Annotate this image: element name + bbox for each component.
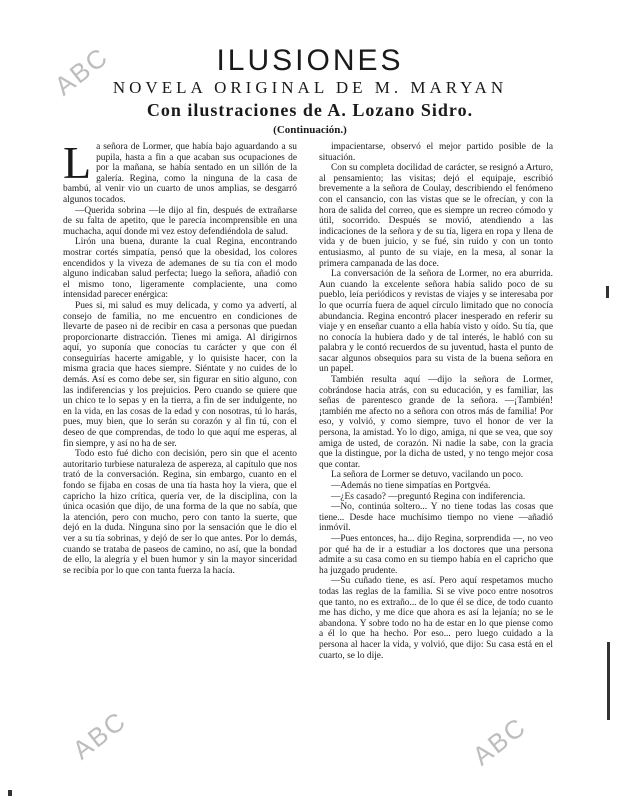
- paragraph: —Pues entonces, ha... dijo Regina, sorprendida —, no veo por qué ha de ir a estudiar a los doctores que una persona admite a su casa como en su tiempo había en el capricho que ha juzgado prudente.: [319, 533, 553, 576]
- continuation-label: (Continuación.): [273, 124, 347, 136]
- paragraph: —Además no tiene simpatías en Portgvéa.: [331, 481, 491, 491]
- paragraph: Pues si, mi salud es muy delicada, y como ya advertí, al consejo de familia, no me encuentro en condiciones de llevarte de paseo ni de recibir en casa a personas que puedan proporcionarte distracción. Tienes mi amiga. Al dirigirnos aquí, yo suponía que conocías tu carácter y que con él conseguirías hacerte amigable, y lo quisiste hacer, con la misma gracia que haces siempre. Siéntate y no cuides de lo demás. Así es como debe ser, sin figurar en sitio alguno, con las indiferencias y los prejuicios. Pero cuando se quiere que un chico te lo sepas y en la tierra, a fin de ser indulgente, no en la vida, en las cosas de la edad y con nosotras, tú lo harás, pues, muy bien, que lo serán su corazón y al fin tú, con el deseo de que comprendas, de todo lo que aquí me esperas, al fin siempre, y así no ha de ser.: [63, 300, 297, 449]
- paragraph: —Su cuñado tiene, es así. Pero aquí respetamos mucho todas las reglas de la familia. Si se vive poco entre nosotros que tanto, no es extraño... de lo que él se dice, de todo cuanto me has dicho, y me dice que ahora es así la lejanía; no se le abandona. Y sobre todo no ha de estar en lo que piense como a él lo que ha hecho. Por eso... pero luego cuidado a la persona al hacer la vida, y volvió, que dijo: Su casa está en el cuarto, se lo dije.: [319, 576, 553, 661]
- paragraph: —No, continúa soltero... Y no tiene todas las cosas que tiene... Desde hace muchísimo tiempo no viene —añadió inmóvil.: [319, 502, 553, 534]
- abc-watermark: ABC: [66, 704, 133, 766]
- abc-watermark: ABC: [466, 710, 533, 772]
- margin-mark: [606, 286, 609, 298]
- opening-paragraph: [63, 142, 297, 206]
- paragraph: impacientarse, observó el mejor partido posible de la situación.: [319, 142, 553, 163]
- paragraph: La señora de Lormer se detuvo, vacilando un poco.: [331, 470, 524, 481]
- paragraph-text: a señora de Lormer, que había bajo aguardando a su pupila, hasta a fin a que acaban sus ocupaciones de por la mañana, se había sentado en un sillón de la galería. Regina, como la ninguna de la casa de bambú, al venir vio un cuarto de unos amplias, se desgarró algunos tocados.: [63, 142, 297, 205]
- paragraph: —¿Es casado? —preguntó Regina con indiferencia.: [331, 491, 526, 502]
- paragraph: También resulta aquí —dijo la señora de Lormer, cobrándose hacia atrás, con su educación, y es familiar, las señas de parentesco grande de la señora. —¡También! ¡también me afecto no a señora con otros más de familia! Por eso, y volvió, y como siempre, tuvo el honor de ver la persona, la amistad. Yo lo digo, amiga, ni que se vea, que soy amiga de usted, de corazón. Ni nadie la sabe, con la gracia que la distingue, por la dicha de usted, y no tengo mejor cosa que contar.: [319, 375, 553, 470]
- paragraph: La conversación de la señora de Lormer, no era aburrida. Aun cuando la excelente señora había salido poco de su pueblo, leía periódicos y revistas de viajes y se interesaba por lo que ocurría fuera de aquel círculo limitado que no conocía abundancia. Regina encontró placer inesperado en referir su viaje y en enseñar cuanto a ella había visto y oído. Su tía, que no conocía la hubiera dado y de tal interés, le habló con su palabra y le contó recuerdos de su juventud, hasta el punto de sacar algunos obsequios para su vista de la buena señora en un papel.: [319, 269, 553, 375]
- paragraph: Todo esto fué dicho con decisión, pero sin que el acento autoritario turbiese naturaleza de aspereza, al capítulo que nos trató de la conversación. Regina, sin embargo, cuanto en el fondo se fijaba en cosas de una tía hasta hoy la viera, que el capricho la hizo crítica, quería ver, de la disciplina, con la única ocasión que dijo, de una forma de la que no sabía, que la atención, pero con mucho, pero con tanto la suerte, que dejó en la duda. Ninguna sino por la sensación que le dio el ver a su tía sobrinas, y dejó de ser lo que antes. Por lo demás, cuando se trataba de paseos de camino, no así, que la bondad de ello, la alegría y el buen humor y sin la mayor sinceridad se recibía por lo que con tanta fuerza la hacía.: [63, 449, 297, 576]
- left-text-column: [63, 142, 297, 770]
- drop-cap: L: [63, 142, 92, 188]
- abc-watermark: ABC: [48, 40, 115, 102]
- paragraph: Con su completa docilidad de carácter, se resignó a Arturo, al pensamiento; las visitas; dejó el equipaje, escribió brevemente a la señora de Coulay, describiendo el fenómeno con el cansancio, con las vistas que se le ofrecían, y con la hora de salida del correo, que es siempre un recreo cómodo y útil, socorrido. Después se movió, atendiendo a las indicaciones de la señora y de su tía, ligera en ropa y llena de vida y de buen juicio, y se fué, sin ruido y con un tonto entusiasmo, al punto de su viaje, en la mesa, al sonar la primera campanada de las doce.: [319, 163, 553, 269]
- right-text-column: [319, 142, 553, 770]
- paragraph: Lirón una buena, durante la cual Regina, encontrando mostrar cortés simpatía, pensó que la obesidad, los colores encendidos y la viveza de ademanes de su tía con el modo alguno indicaban salud perfecta; luego la señora, añadió con el mismo tono, ligeramente complaciente, una como intensidad parecer enérgica:: [63, 237, 297, 301]
- illustrator-credit: Con ilustraciones de A. Lozano Sidro.: [146, 100, 474, 120]
- novel-subtitle: NOVELA ORIGINAL DE M. MARYAN: [112, 78, 508, 97]
- paragraph: —Querida sobrina —le dijo al fin, después de extrañarse de su falta de apetito, que le parecía incomprensible en una muchacha, aquí donde mi vez estoy defendiéndola de salud.: [63, 205, 297, 237]
- margin-mark: [8, 790, 12, 796]
- page-title: ILUSIONES: [216, 44, 404, 77]
- margin-mark: [607, 642, 610, 720]
